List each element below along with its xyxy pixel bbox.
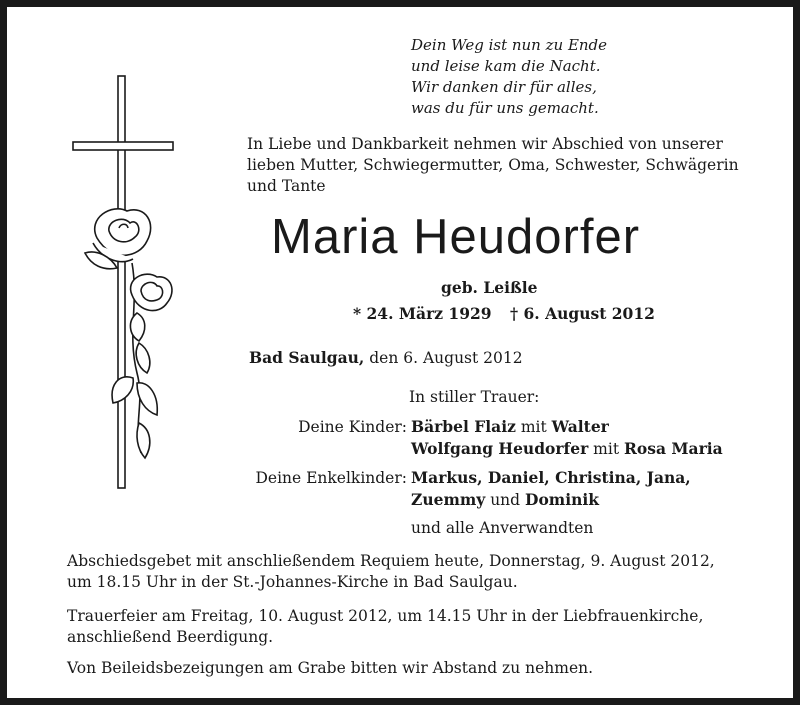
relatives-line: und alle Anverwandten	[411, 519, 594, 537]
child-name: Wolfgang Heudorfer	[411, 439, 589, 458]
child-name: Bärbel Flaiz	[411, 417, 516, 436]
funeral-info	[67, 606, 703, 648]
grandchildren-line	[411, 489, 599, 511]
poem-line: was du für uns gemacht.	[411, 99, 599, 117]
cross-with-roses-icon	[67, 73, 182, 493]
poem-line: Dein Weg ist nun zu Ende	[411, 36, 608, 54]
connector-text: mit	[588, 440, 624, 458]
intro-line: lieben Mutter, Schwiegermutter, Oma, Schwester, Schwägerin	[247, 156, 739, 174]
place-name: Bad Saulgau,	[249, 348, 365, 367]
intro-text	[247, 134, 739, 197]
requiem-line: Abschiedsgebet mit anschließendem Requiem heute, Donnerstag, 9. August 2012,	[67, 552, 715, 570]
requiem-info	[67, 551, 715, 593]
children-label: Deine Kinder:	[298, 418, 407, 436]
spouse-name: Rosa Maria	[624, 439, 723, 458]
place-date	[249, 348, 523, 367]
grandchild-name: Dominik	[525, 490, 599, 509]
poem-line: Wir danken dir für alles,	[411, 78, 597, 96]
grandchild-name: Zuemmy	[411, 490, 486, 509]
funeral-line: anschließend Beerdigung.	[67, 628, 274, 646]
mourning-heading: In stiller Trauer:	[409, 388, 540, 406]
intro-line: In Liebe und Dankbarkeit nehmen wir Abschied von unserer	[247, 135, 723, 153]
birth-name: geb. Leißle	[441, 278, 538, 297]
funeral-line: Trauerfeier am Freitag, 10. August 2012, um 14.15 Uhr in der Liebfrauenkirche,	[67, 607, 704, 625]
deceased-name: Maria Heudorfer	[271, 210, 641, 264]
poem	[411, 35, 607, 119]
children-line	[411, 416, 609, 438]
requiem-line: um 18.15 Uhr in der St.-Johannes-Kirche in Bad Saulgau.	[67, 573, 518, 591]
birth-date: * 24. März 1929	[353, 304, 492, 323]
connector-text: und	[485, 491, 526, 509]
children-line	[411, 438, 723, 460]
intro-line: und Tante	[247, 177, 326, 195]
spouse-name: Walter	[551, 417, 609, 436]
notice-date: den 6. August 2012	[364, 349, 523, 367]
poem-line: und leise kam die Nacht.	[411, 57, 601, 75]
condolences-note: Von Beileidsbezeigungen am Grabe bitten wir Abstand zu nehmen.	[67, 659, 594, 677]
grandchildren-label: Deine Enkelkinder:	[255, 469, 407, 487]
grandchildren-line: Markus, Daniel, Christina, Jana,	[411, 468, 691, 487]
death-date: † 6. August 2012	[510, 304, 655, 323]
connector-text: mit	[515, 418, 552, 436]
